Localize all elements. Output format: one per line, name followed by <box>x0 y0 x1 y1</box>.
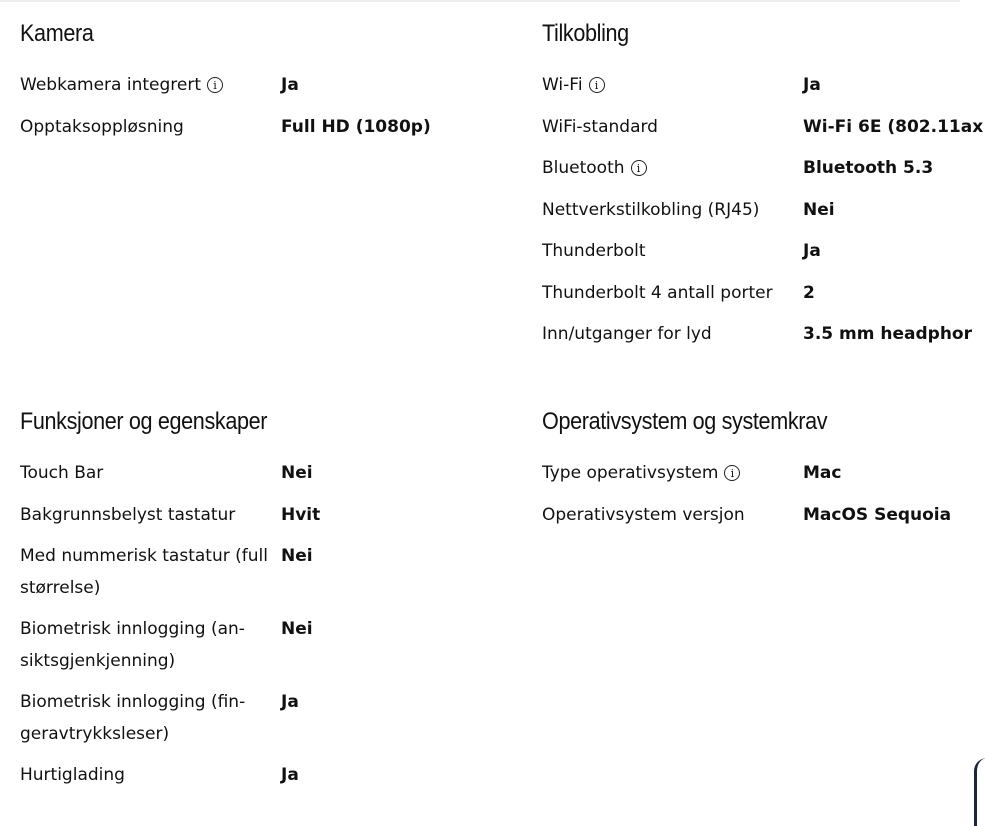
section-title: Kamera <box>20 20 94 47</box>
section-title: Funksjoner og egenskaper <box>20 408 268 435</box>
spec-label <box>542 112 803 144</box>
corner-decoration <box>974 758 985 826</box>
spec-label-text: Thunderbolt <box>542 241 646 261</box>
spec-row <box>20 65 431 107</box>
spec-label <box>20 458 281 490</box>
top-divider <box>0 0 960 2</box>
spec-label <box>542 236 803 268</box>
spec-value: Ja <box>803 75 821 95</box>
spec-row <box>542 314 972 356</box>
section-kamera <box>20 20 431 137</box>
spec-value: Nei <box>803 199 835 220</box>
spec-label-text: Operativsystem versjon <box>542 504 745 525</box>
spec-row <box>20 609 320 682</box>
spec-row <box>542 190 960 232</box>
spec-row <box>542 273 960 315</box>
section-funksjoner <box>20 408 321 785</box>
spec-value: Hvit <box>281 504 321 525</box>
spec-value: Ja <box>281 75 299 95</box>
spec-value: Nei <box>281 546 313 566</box>
section-title: Operativsystem og systemkrav <box>542 408 828 435</box>
spec-label-text: WiFi-standard <box>542 116 658 137</box>
spec-label <box>542 153 803 185</box>
spec-row <box>20 682 320 755</box>
spec-label <box>20 760 281 792</box>
spec-label <box>542 319 803 351</box>
spec-label <box>542 500 803 532</box>
spec-label <box>542 458 803 490</box>
spec-rows <box>542 65 984 356</box>
spec-rows <box>20 453 320 797</box>
spec-label <box>20 614 281 677</box>
spec-row <box>20 755 320 797</box>
spec-label-text: Opptaksoppløsning <box>20 116 184 137</box>
section-title: Tilkobling <box>542 20 629 47</box>
spec-row <box>542 495 951 537</box>
spec-row <box>542 107 984 149</box>
spec-label <box>542 278 803 310</box>
spec-label-text: Bluetooth <box>542 158 625 178</box>
spec-label-text: Nettverkstilkobling (RJ45) <box>542 199 760 220</box>
spec-value: Full HD (1080p) <box>281 116 431 137</box>
spec-label <box>542 195 803 227</box>
spec-value: 2 <box>803 282 815 303</box>
spec-row <box>542 453 951 495</box>
info-icon[interactable]: i <box>589 77 605 93</box>
spec-row <box>542 148 960 190</box>
spec-label-text: Biometrisk innlogging (ansiktsgjenkjenning) <box>20 619 245 671</box>
spec-value: MacOS Sequoia <box>803 504 952 525</box>
spec-row <box>20 453 320 495</box>
info-icon[interactable]: i <box>631 160 647 176</box>
spec-value: 3.5 mm headphor <box>803 324 972 344</box>
info-icon[interactable]: i <box>724 465 740 481</box>
spec-label-text: Hurtiglading <box>20 765 125 785</box>
spec-row <box>20 536 320 609</box>
spec-label-text: Inn/utganger for lyd <box>542 324 712 344</box>
spec-value: Ja <box>281 765 299 785</box>
section-operativsystem <box>542 408 952 525</box>
section-tilkobling <box>542 20 984 344</box>
spec-label <box>20 541 281 604</box>
spec-rows <box>20 65 431 148</box>
spec-label <box>542 70 803 102</box>
spec-value: Wi-Fi 6E (802.11ax <box>803 116 984 137</box>
spec-row <box>542 65 960 107</box>
spec-label-text: Med nummerisk tastatur (full størrelse) <box>20 546 268 598</box>
spec-row <box>542 231 960 273</box>
spec-value: Nei <box>281 463 313 483</box>
spec-label-text: Thunderbolt 4 antall porter <box>542 282 773 303</box>
info-icon[interactable]: i <box>207 77 223 93</box>
spec-label-text: Bakgrunnsbelyst tastatur <box>20 504 236 525</box>
spec-label-text: Type operativsystem <box>542 463 719 483</box>
spec-label-text: Webkamera integrert <box>20 75 201 95</box>
spec-row <box>20 495 320 537</box>
spec-rows <box>542 453 951 536</box>
spec-label <box>20 687 281 750</box>
spec-value: Nei <box>281 619 313 639</box>
spec-label-text: Biometrisk innlogging (fingeravtrykksleser) <box>20 692 246 744</box>
spec-label-text: Wi-Fi <box>542 75 583 95</box>
spec-label <box>20 112 281 144</box>
spec-row <box>20 107 431 149</box>
spec-value: Ja <box>803 241 821 261</box>
spec-label <box>20 500 281 532</box>
spec-label-text: Touch Bar <box>20 463 104 483</box>
spec-label <box>20 70 281 102</box>
spec-value: Ja <box>281 692 299 712</box>
spec-value: Mac <box>803 463 842 483</box>
spec-value: Bluetooth 5.3 <box>803 158 934 178</box>
